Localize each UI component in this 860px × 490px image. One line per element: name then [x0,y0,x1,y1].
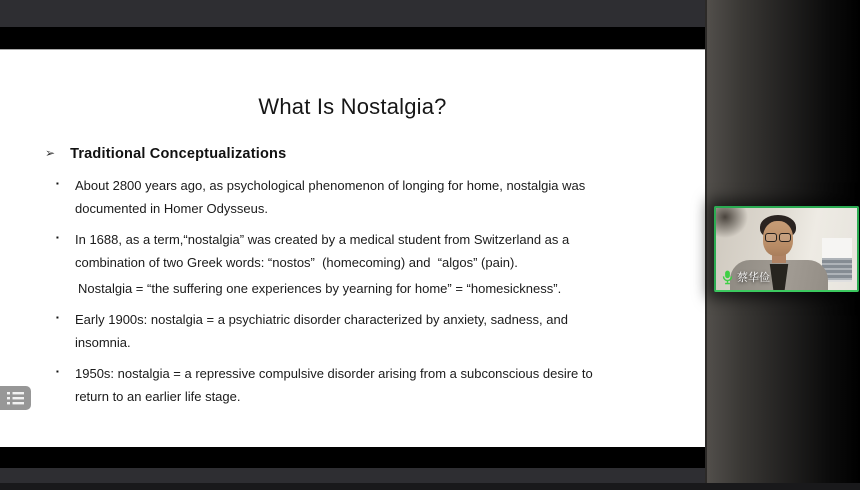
list-icon [7,391,24,406]
bullet-line: return to an earlier life stage. [75,389,241,404]
square-bullet-icon: ▪ [56,313,59,322]
slide-section-heading-row [45,146,286,162]
slide-section-heading: Traditional Conceptualizations [70,146,287,162]
slide-title: What Is Nostalgia? [258,94,447,119]
bullet-line: Early 1900s: nostalgia = a psychiatric disorder characterized by anxiety, sadness, and [75,312,568,327]
slide-bullet-list [56,174,666,416]
bullet-item [56,362,666,408]
glasses-lens [779,233,791,242]
participants-panel [705,0,860,483]
participant-name: 蔡华俭 [737,272,770,284]
bullet-text [75,174,666,220]
glasses-lens [765,233,777,242]
bullet-line: 1950s: nostalgia = a repressive compulsive disorder arising from a subconscious desire to [75,366,593,381]
top-letterbox-bar [0,27,705,49]
bullet-line: About 2800 years ago, as psychological phenomenon of longing for home, nostalgia was [75,178,586,193]
bullet-item [56,308,666,354]
participant-name-label [722,269,770,285]
room-corner-shadow [714,206,748,238]
square-bullet-icon: ▪ [56,233,59,242]
bullet-continuation-line: Nostalgia = “the suffering one experiences by yearning for home” = “homesickness”. [78,281,562,296]
shared-screen-slide [0,49,705,447]
bottom-chrome-bar [0,468,705,483]
bullet-line: documented in Homer Odysseus. [75,201,268,216]
arrow-bullet-icon: ➢ [45,146,56,160]
top-chrome-bar [0,0,705,27]
bullet-item [56,228,666,300]
bullet-text [75,362,666,408]
bullet-line: combination of two Greek words: “nostos” (homecoming) and “algos” (pain). [75,255,518,270]
bottom-edge-strip [0,483,860,490]
bullet-text [75,228,666,300]
bullet-line: insomnia. [75,335,131,350]
bullet-line: In 1688, as a term,“nostalgia” was created by a medical student from Switzerland as a [75,232,570,247]
square-bullet-icon: ▪ [56,179,59,188]
bottom-letterbox-bar [0,447,705,468]
slide-panel-toggle-button[interactable] [0,386,31,410]
bullet-text [75,308,666,354]
square-bullet-icon: ▪ [56,367,59,376]
mic-icon [722,270,733,285]
participant-video-tile[interactable] [714,206,859,292]
presenter-glasses [763,233,793,243]
bullet-item [56,174,666,220]
